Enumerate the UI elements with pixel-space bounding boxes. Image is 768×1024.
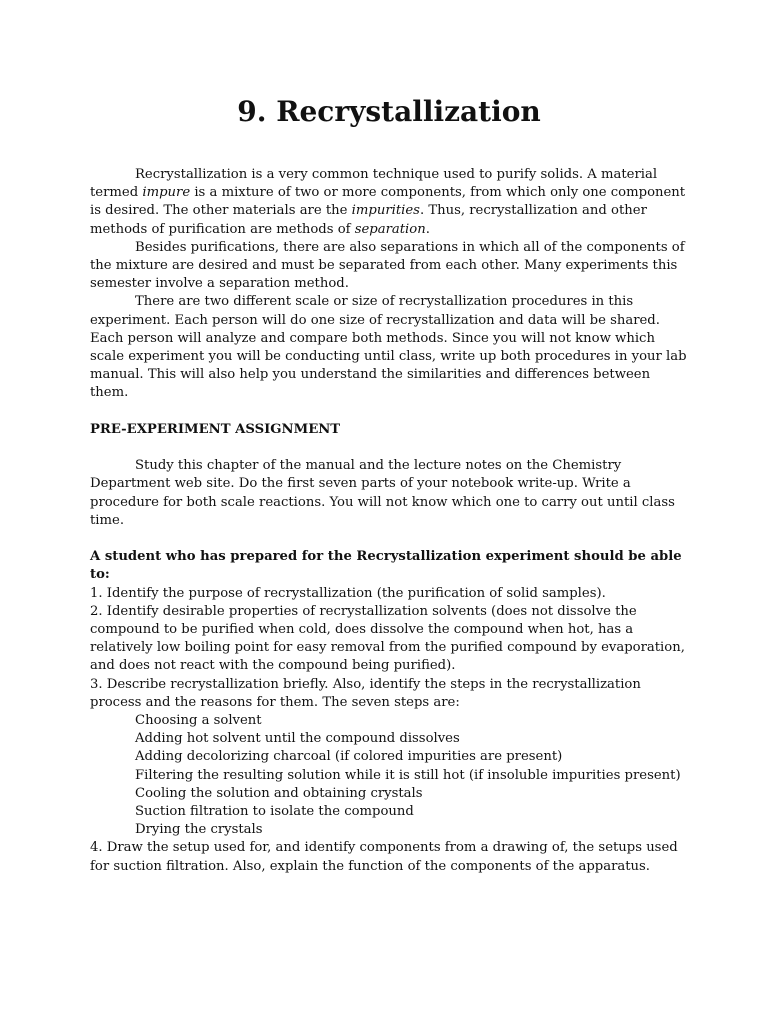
step-item: Adding hot solvent until the compound dissolves: [135, 731, 460, 747]
intro-text-a: Recrystallization is a very common technique used to purify solids. A material termed: [90, 167, 658, 201]
objective-item-3: 3. Describe recrystallization briefly. Also, identify the steps in the recrystallization process and the reasons for them. The seven steps are:: [90, 676, 641, 710]
step-item: Choosing a solvent: [135, 713, 262, 729]
intro-text-d: .: [425, 221, 430, 237]
term-separation: separation: [354, 221, 426, 237]
intro-text-b: is a mixture of two or more components, from which only one component is desired. The other materials are the: [90, 185, 686, 219]
objectives-heading: A student who has prepared for the Recrystallization experiment should be able to:: [90, 549, 682, 583]
intro-paragraph-2: Besides purifications, there are also separations in which all of the components of the mixture are desired and must be separated from each other. Many experiments this semester involve a separation method.: [90, 239, 685, 292]
objective-item-4: 4. Draw the setup used for, and identify components from a drawing of, the setups used for suction filtration. Also, explain the function of the components of the apparatus.: [90, 840, 678, 874]
step-item: Filtering the resulting solution while it is still hot (if insoluble impurities present): [135, 767, 681, 783]
objective-item-1: 1. Identify the purpose of recrystallization (the purification of solid samples).: [90, 585, 606, 601]
term-impurities: impurities: [351, 203, 420, 219]
document-body: [90, 166, 688, 876]
spacer: [90, 530, 688, 548]
step-item: Drying the crystals: [135, 822, 263, 838]
pre-assignment-text: Study this chapter of the manual and the lecture notes on the Chemistry Department web site. Do the first seven parts of your notebook write-up. Write a procedure for both scale reactions. You will not know which one to carry out until class time.: [90, 458, 675, 528]
pre-assignment-heading: PRE-EXPERIMENT ASSIGNMENT: [90, 421, 341, 437]
term-impure: impure: [142, 185, 191, 201]
spacer: [90, 403, 688, 421]
intro-text-c: . Thus, recrystallization and other methods of purification are methods of: [90, 203, 647, 237]
spacer: [90, 439, 688, 457]
objective-item-2: 2. Identify desirable properties of recrystallization solvents (does not dissolve the compound to be purified when cold, does dissolve the compound when hot, has a relatively low boiling point for easy removal from the purified compound by evaporation, and does not react with the compound being purified).: [90, 603, 685, 674]
step-item: Adding decolorizing charcoal (if colored impurities are present): [135, 749, 563, 765]
intro-paragraph-1: [90, 166, 688, 239]
recrystallization-steps-list: [90, 712, 688, 839]
page-title: 9. Recrystallization: [237, 95, 541, 128]
step-item: Suction filtration to isolate the compound: [135, 804, 414, 820]
step-item: Cooling the solution and obtaining crystals: [135, 785, 423, 801]
intro-paragraph-3: There are two different scale or size of recrystallization procedures in this experiment. Each person will do one size of recrystallization and data will be shared. Each person will analyze and compare both methods. Since you will not know which scale experiment you will be conducting until class, write up both procedures in your lab manual. This will also help you understand the similarities and differences between them.: [90, 294, 687, 401]
